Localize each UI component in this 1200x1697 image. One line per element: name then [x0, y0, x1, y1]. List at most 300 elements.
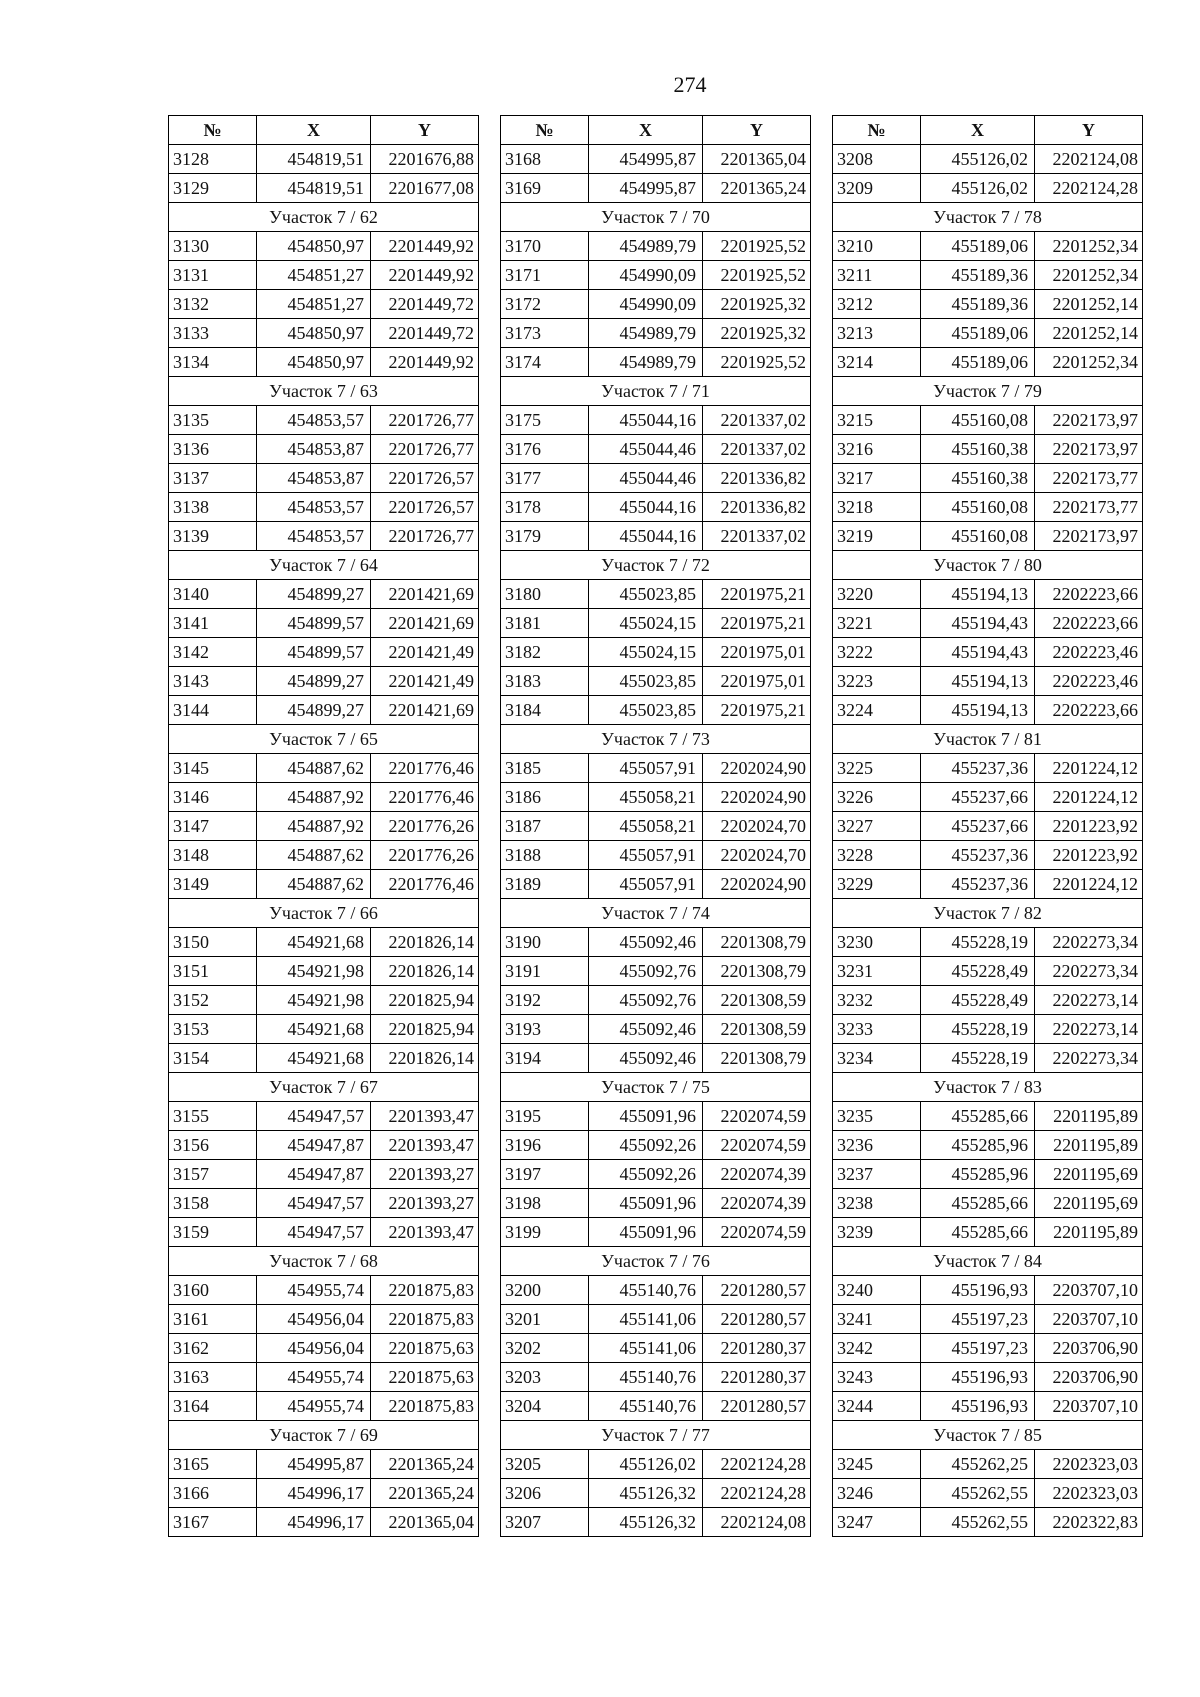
x-coordinate: 454921,68	[257, 1015, 371, 1044]
section-row	[833, 203, 1143, 232]
point-number: 3170	[501, 232, 589, 261]
x-coordinate: 455092,26	[589, 1160, 703, 1189]
section-row	[501, 1073, 811, 1102]
x-coordinate: 455228,19	[921, 928, 1035, 957]
point-number: 3133	[169, 319, 257, 348]
point-number: 3247	[833, 1508, 921, 1537]
x-coordinate: 455092,46	[589, 928, 703, 957]
section-row	[833, 1073, 1143, 1102]
point-number: 3222	[833, 638, 921, 667]
x-coordinate: 454955,74	[257, 1392, 371, 1421]
section-title: Участок 7 / 78	[833, 203, 1143, 232]
section-title: Участок 7 / 74	[501, 899, 811, 928]
point-number: 3186	[501, 783, 589, 812]
section-row	[169, 1247, 479, 1276]
point-number: 3181	[501, 609, 589, 638]
table-row	[169, 1015, 479, 1044]
y-coordinate: 2201449,72	[371, 319, 479, 348]
table-row	[833, 1102, 1143, 1131]
point-number: 3232	[833, 986, 921, 1015]
table-row	[501, 1276, 811, 1305]
point-number: 3197	[501, 1160, 589, 1189]
point-number: 3149	[169, 870, 257, 899]
table-row	[501, 145, 811, 174]
y-coordinate: 2201925,32	[703, 319, 811, 348]
table-row	[833, 174, 1143, 203]
x-coordinate: 454995,87	[589, 174, 703, 203]
point-number: 3192	[501, 986, 589, 1015]
x-coordinate: 455091,96	[589, 1189, 703, 1218]
table-header-row	[169, 116, 479, 145]
point-number: 3209	[833, 174, 921, 203]
x-coordinate: 455044,16	[589, 493, 703, 522]
table-row	[169, 290, 479, 319]
y-coordinate: 2201826,14	[371, 957, 479, 986]
y-coordinate: 2201776,46	[371, 754, 479, 783]
y-coordinate: 2203707,10	[1035, 1276, 1143, 1305]
table-row	[833, 1479, 1143, 1508]
x-coordinate: 454955,74	[257, 1276, 371, 1305]
x-coordinate: 454853,87	[257, 435, 371, 464]
y-coordinate: 2201875,63	[371, 1363, 479, 1392]
table-row	[833, 1305, 1143, 1334]
y-coordinate: 2201252,14	[1035, 290, 1143, 319]
y-coordinate: 2201975,01	[703, 667, 811, 696]
x-coordinate: 455126,02	[921, 174, 1035, 203]
page-number: 274	[673, 72, 707, 97]
point-number: 3144	[169, 696, 257, 725]
section-title: Участок 7 / 85	[833, 1421, 1143, 1450]
x-coordinate: 454995,87	[589, 145, 703, 174]
y-coordinate: 2201337,02	[703, 522, 811, 551]
y-coordinate: 2202223,66	[1035, 609, 1143, 638]
table-row	[501, 493, 811, 522]
point-number: 3213	[833, 319, 921, 348]
y-coordinate: 2201224,12	[1035, 754, 1143, 783]
y-coordinate: 2201195,69	[1035, 1160, 1143, 1189]
x-coordinate: 455285,96	[921, 1131, 1035, 1160]
table-row	[833, 1044, 1143, 1073]
x-coordinate: 454990,09	[589, 261, 703, 290]
table-row	[169, 1392, 479, 1421]
x-coordinate: 454947,57	[257, 1189, 371, 1218]
point-number: 3202	[501, 1334, 589, 1363]
table-row	[833, 812, 1143, 841]
table-row	[833, 1363, 1143, 1392]
x-coordinate: 454989,79	[589, 348, 703, 377]
x-coordinate: 455196,93	[921, 1276, 1035, 1305]
point-number: 3175	[501, 406, 589, 435]
point-number: 3174	[501, 348, 589, 377]
x-coordinate: 454850,97	[257, 232, 371, 261]
x-coordinate: 455160,38	[921, 435, 1035, 464]
table-row	[169, 754, 479, 783]
y-coordinate: 2201826,14	[371, 1044, 479, 1073]
x-coordinate: 454947,87	[257, 1160, 371, 1189]
x-coordinate: 455141,06	[589, 1305, 703, 1334]
y-coordinate: 2201726,57	[371, 493, 479, 522]
y-coordinate: 2201308,79	[703, 1044, 811, 1073]
point-number: 3190	[501, 928, 589, 957]
table-row	[169, 609, 479, 638]
section-row	[501, 1421, 811, 1450]
coordinate-table-1	[168, 115, 479, 1537]
table-row	[501, 1189, 811, 1218]
y-coordinate: 2201421,69	[371, 580, 479, 609]
point-number: 3165	[169, 1450, 257, 1479]
point-number: 3240	[833, 1276, 921, 1305]
point-number: 3229	[833, 870, 921, 899]
table-row	[833, 261, 1143, 290]
y-coordinate: 2201336,82	[703, 493, 811, 522]
table-row	[501, 1015, 811, 1044]
x-coordinate: 455237,36	[921, 870, 1035, 899]
point-number: 3216	[833, 435, 921, 464]
x-coordinate: 455285,66	[921, 1102, 1035, 1131]
section-title: Участок 7 / 83	[833, 1073, 1143, 1102]
x-coordinate: 455262,55	[921, 1508, 1035, 1537]
y-coordinate: 2201776,26	[371, 812, 479, 841]
point-number: 3227	[833, 812, 921, 841]
table-row	[833, 1450, 1143, 1479]
table-row	[501, 1392, 811, 1421]
y-coordinate: 2201925,52	[703, 348, 811, 377]
table-row	[169, 696, 479, 725]
x-coordinate: 455285,66	[921, 1218, 1035, 1247]
x-coordinate: 455228,49	[921, 986, 1035, 1015]
table-row	[501, 232, 811, 261]
y-coordinate: 2202074,59	[703, 1218, 811, 1247]
section-row	[169, 899, 479, 928]
point-number: 3139	[169, 522, 257, 551]
y-coordinate: 2201776,46	[371, 870, 479, 899]
point-number: 3129	[169, 174, 257, 203]
section-title: Участок 7 / 67	[169, 1073, 479, 1102]
x-coordinate: 454899,27	[257, 696, 371, 725]
table-row	[169, 493, 479, 522]
table-row	[169, 522, 479, 551]
point-number: 3137	[169, 464, 257, 493]
x-coordinate: 455057,91	[589, 841, 703, 870]
table-row	[169, 1479, 479, 1508]
section-title: Участок 7 / 72	[501, 551, 811, 580]
table-row	[833, 783, 1143, 812]
y-coordinate: 2202323,03	[1035, 1479, 1143, 1508]
x-coordinate: 455024,15	[589, 609, 703, 638]
header-y: Y	[371, 116, 479, 145]
table-row	[833, 1218, 1143, 1247]
point-number: 3200	[501, 1276, 589, 1305]
point-number: 3143	[169, 667, 257, 696]
section-title: Участок 7 / 84	[833, 1247, 1143, 1276]
y-coordinate: 2201393,27	[371, 1189, 479, 1218]
section-title: Участок 7 / 69	[169, 1421, 479, 1450]
y-coordinate: 2202223,46	[1035, 638, 1143, 667]
point-number: 3214	[833, 348, 921, 377]
y-coordinate: 2201676,88	[371, 145, 479, 174]
x-coordinate: 454996,17	[257, 1508, 371, 1537]
x-coordinate: 455126,02	[589, 1450, 703, 1479]
x-coordinate: 454819,51	[257, 145, 371, 174]
x-coordinate: 455160,08	[921, 493, 1035, 522]
y-coordinate: 2201336,82	[703, 464, 811, 493]
x-coordinate: 454989,79	[589, 319, 703, 348]
table-row	[501, 290, 811, 319]
section-title: Участок 7 / 65	[169, 725, 479, 754]
y-coordinate: 2201726,77	[371, 406, 479, 435]
x-coordinate: 455237,66	[921, 812, 1035, 841]
x-coordinate: 455194,43	[921, 609, 1035, 638]
table-row	[169, 145, 479, 174]
section-row	[833, 1247, 1143, 1276]
table-row	[169, 1160, 479, 1189]
y-coordinate: 2201449,92	[371, 348, 479, 377]
x-coordinate: 455228,19	[921, 1044, 1035, 1073]
point-number: 3191	[501, 957, 589, 986]
table-row	[169, 957, 479, 986]
point-number: 3220	[833, 580, 921, 609]
y-coordinate: 2202024,70	[703, 841, 811, 870]
table-row	[501, 1218, 811, 1247]
point-number: 3246	[833, 1479, 921, 1508]
x-coordinate: 455126,02	[921, 145, 1035, 174]
table-row	[833, 1160, 1143, 1189]
table-row	[501, 754, 811, 783]
x-coordinate: 455262,25	[921, 1450, 1035, 1479]
x-coordinate: 455189,06	[921, 232, 1035, 261]
table-row	[833, 522, 1143, 551]
table-row	[833, 319, 1143, 348]
point-number: 3161	[169, 1305, 257, 1334]
point-number: 3221	[833, 609, 921, 638]
section-title: Участок 7 / 79	[833, 377, 1143, 406]
section-row	[501, 203, 811, 232]
section-title: Участок 7 / 64	[169, 551, 479, 580]
x-coordinate: 455262,55	[921, 1479, 1035, 1508]
point-number: 3162	[169, 1334, 257, 1363]
section-row	[169, 377, 479, 406]
point-number: 3136	[169, 435, 257, 464]
x-coordinate: 454947,57	[257, 1218, 371, 1247]
y-coordinate: 2202173,97	[1035, 435, 1143, 464]
point-number: 3185	[501, 754, 589, 783]
table-row	[501, 1131, 811, 1160]
table-row	[501, 406, 811, 435]
table-row	[833, 493, 1143, 522]
header-x: X	[257, 116, 371, 145]
y-coordinate: 2201195,69	[1035, 1189, 1143, 1218]
y-coordinate: 2201223,92	[1035, 812, 1143, 841]
x-coordinate: 454921,98	[257, 986, 371, 1015]
y-coordinate: 2201421,49	[371, 638, 479, 667]
section-title: Участок 7 / 80	[833, 551, 1143, 580]
x-coordinate: 454921,68	[257, 1044, 371, 1073]
y-coordinate: 2201308,59	[703, 986, 811, 1015]
section-row	[833, 377, 1143, 406]
point-number: 3225	[833, 754, 921, 783]
table-row	[833, 1015, 1143, 1044]
y-coordinate: 2201337,02	[703, 406, 811, 435]
point-number: 3164	[169, 1392, 257, 1421]
table-row	[501, 1305, 811, 1334]
section-title: Участок 7 / 81	[833, 725, 1143, 754]
x-coordinate: 455237,66	[921, 783, 1035, 812]
y-coordinate: 2201365,04	[371, 1508, 479, 1537]
section-row	[169, 203, 479, 232]
point-number: 3141	[169, 609, 257, 638]
table-row	[169, 435, 479, 464]
x-coordinate: 455194,13	[921, 667, 1035, 696]
point-number: 3178	[501, 493, 589, 522]
y-coordinate: 2201308,79	[703, 928, 811, 957]
y-coordinate: 2201223,92	[1035, 841, 1143, 870]
x-coordinate: 455092,46	[589, 1044, 703, 1073]
y-coordinate: 2201875,83	[371, 1276, 479, 1305]
y-coordinate: 2202124,28	[703, 1479, 811, 1508]
point-number: 3153	[169, 1015, 257, 1044]
y-coordinate: 2202124,08	[1035, 145, 1143, 174]
point-number: 3206	[501, 1479, 589, 1508]
y-coordinate: 2201726,57	[371, 464, 479, 493]
point-number: 3132	[169, 290, 257, 319]
x-coordinate: 454947,57	[257, 1102, 371, 1131]
x-coordinate: 455160,08	[921, 522, 1035, 551]
x-coordinate: 454887,62	[257, 754, 371, 783]
table-row	[833, 145, 1143, 174]
section-row	[501, 725, 811, 754]
point-number: 3207	[501, 1508, 589, 1537]
x-coordinate: 455194,43	[921, 638, 1035, 667]
section-title: Участок 7 / 68	[169, 1247, 479, 1276]
table-row	[833, 696, 1143, 725]
point-number: 3234	[833, 1044, 921, 1073]
x-coordinate: 455044,46	[589, 435, 703, 464]
y-coordinate: 2201195,89	[1035, 1102, 1143, 1131]
y-coordinate: 2201224,12	[1035, 783, 1143, 812]
x-coordinate: 455092,76	[589, 986, 703, 1015]
table-row	[169, 870, 479, 899]
point-number: 3179	[501, 522, 589, 551]
y-coordinate: 2201421,69	[371, 696, 479, 725]
table-row	[501, 870, 811, 899]
x-coordinate: 455285,96	[921, 1160, 1035, 1189]
y-coordinate: 2201925,32	[703, 290, 811, 319]
y-coordinate: 2202024,70	[703, 812, 811, 841]
x-coordinate: 455057,91	[589, 754, 703, 783]
y-coordinate: 2201365,24	[703, 174, 811, 203]
x-coordinate: 455228,19	[921, 1015, 1035, 1044]
y-coordinate: 2201776,26	[371, 841, 479, 870]
point-number: 3237	[833, 1160, 921, 1189]
section-row	[833, 899, 1143, 928]
x-coordinate: 455023,85	[589, 580, 703, 609]
x-coordinate: 455044,16	[589, 406, 703, 435]
x-coordinate: 454853,57	[257, 406, 371, 435]
section-title: Участок 7 / 73	[501, 725, 811, 754]
point-number: 3188	[501, 841, 589, 870]
point-number: 3239	[833, 1218, 921, 1247]
point-number: 3131	[169, 261, 257, 290]
y-coordinate: 2202024,90	[703, 870, 811, 899]
point-number: 3140	[169, 580, 257, 609]
point-number: 3224	[833, 696, 921, 725]
table-row	[833, 957, 1143, 986]
table-row	[501, 435, 811, 464]
y-coordinate: 2203707,10	[1035, 1392, 1143, 1421]
point-number: 3215	[833, 406, 921, 435]
table-row	[501, 319, 811, 348]
table-row	[169, 1189, 479, 1218]
header-y: Y	[703, 116, 811, 145]
table-row	[169, 232, 479, 261]
point-number: 3187	[501, 812, 589, 841]
table-row	[501, 957, 811, 986]
point-number: 3183	[501, 667, 589, 696]
point-number: 3171	[501, 261, 589, 290]
y-coordinate: 2201252,34	[1035, 348, 1143, 377]
point-number: 3148	[169, 841, 257, 870]
table-row	[833, 435, 1143, 464]
point-number: 3196	[501, 1131, 589, 1160]
y-coordinate: 2202173,77	[1035, 493, 1143, 522]
table-row	[169, 1363, 479, 1392]
y-coordinate: 2201280,37	[703, 1363, 811, 1392]
table-row	[501, 841, 811, 870]
y-coordinate: 2202024,90	[703, 783, 811, 812]
table-row	[501, 1102, 811, 1131]
y-coordinate: 2201252,14	[1035, 319, 1143, 348]
point-number: 3223	[833, 667, 921, 696]
table-header-row	[501, 116, 811, 145]
section-title: Участок 7 / 62	[169, 203, 479, 232]
table-row	[169, 1305, 479, 1334]
section-row	[501, 551, 811, 580]
section-row	[501, 1247, 811, 1276]
x-coordinate: 455197,23	[921, 1334, 1035, 1363]
y-coordinate: 2202273,34	[1035, 1044, 1143, 1073]
x-coordinate: 454955,74	[257, 1363, 371, 1392]
table-row	[169, 667, 479, 696]
table-row	[833, 1334, 1143, 1363]
table-row	[169, 319, 479, 348]
x-coordinate: 454956,04	[257, 1305, 371, 1334]
section-row	[169, 1073, 479, 1102]
y-coordinate: 2202173,97	[1035, 406, 1143, 435]
table-row	[833, 406, 1143, 435]
header-y: Y	[1035, 116, 1143, 145]
x-coordinate: 454851,27	[257, 261, 371, 290]
y-coordinate: 2202024,90	[703, 754, 811, 783]
y-coordinate: 2201393,47	[371, 1102, 479, 1131]
point-number: 3204	[501, 1392, 589, 1421]
x-coordinate: 455189,36	[921, 261, 1035, 290]
table-row	[501, 261, 811, 290]
y-coordinate: 2201776,46	[371, 783, 479, 812]
x-coordinate: 455237,36	[921, 754, 1035, 783]
table-row	[501, 986, 811, 1015]
table-row	[169, 986, 479, 1015]
section-row	[833, 725, 1143, 754]
point-number: 3151	[169, 957, 257, 986]
point-number: 3147	[169, 812, 257, 841]
y-coordinate: 2202322,83	[1035, 1508, 1143, 1537]
section-row	[169, 725, 479, 754]
x-coordinate: 454819,51	[257, 174, 371, 203]
section-row	[501, 899, 811, 928]
table-row	[169, 261, 479, 290]
x-coordinate: 455140,76	[589, 1276, 703, 1305]
point-number: 3160	[169, 1276, 257, 1305]
